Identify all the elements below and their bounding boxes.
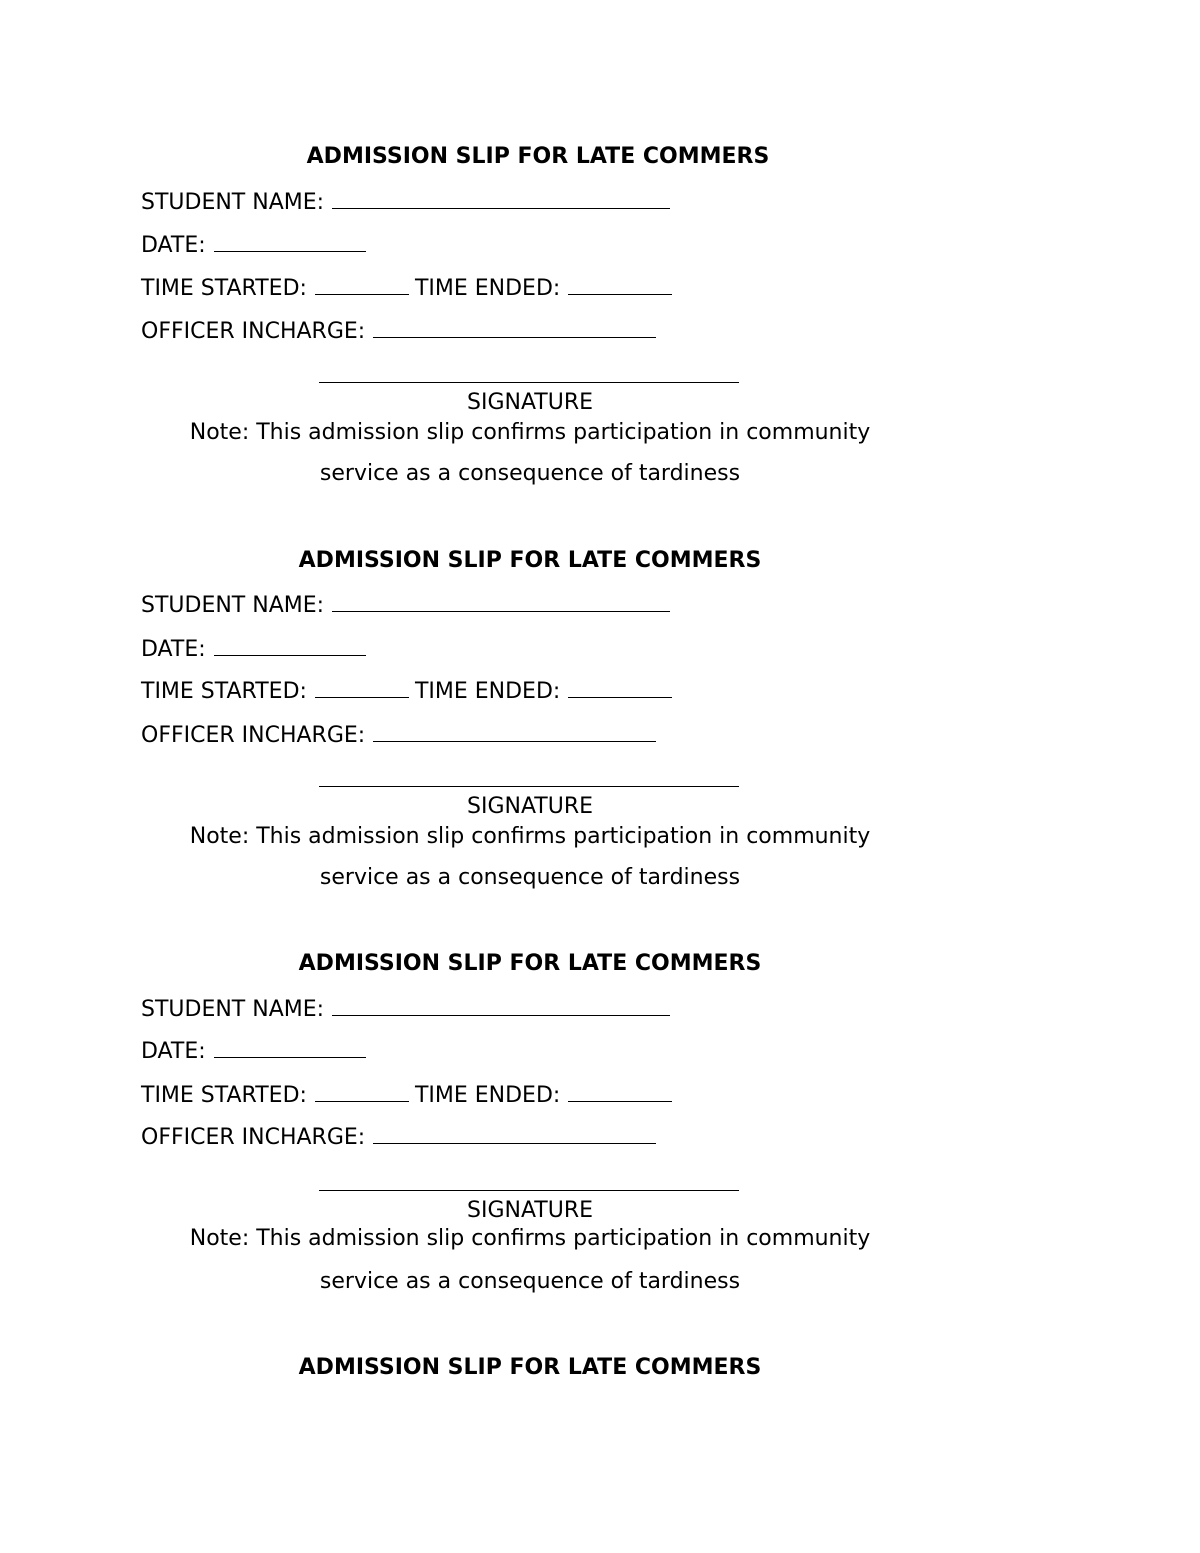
signature-line[interactable] xyxy=(319,382,739,383)
time-ended-blank[interactable] xyxy=(568,677,672,698)
time-started-label: TIME STARTED: xyxy=(141,1083,307,1108)
officer-blank[interactable] xyxy=(373,721,656,742)
date-label: DATE: xyxy=(141,233,206,258)
date-blank[interactable] xyxy=(214,635,366,656)
date-label: DATE: xyxy=(141,637,206,662)
student-name-label: STUDENT NAME: xyxy=(141,190,325,215)
slip-title: ADMISSION SLIP FOR LATE COMMERS xyxy=(298,548,762,573)
officer-label: OFFICER INCHARGE: xyxy=(141,1125,366,1150)
time-ended-blank[interactable] xyxy=(568,1081,672,1102)
note-line-1: Note: This admission slip confirms participation in community xyxy=(189,420,871,445)
note-line-2: service as a consequence of tardiness xyxy=(319,865,741,890)
note-line-2: service as a consequence of tardiness xyxy=(319,461,741,486)
student-name-blank[interactable] xyxy=(332,995,670,1016)
signature-line[interactable] xyxy=(319,786,739,787)
officer-label: OFFICER INCHARGE: xyxy=(141,319,366,344)
trailing-slip-title: ADMISSION SLIP FOR LATE COMMERS xyxy=(298,1355,762,1380)
signature-label: SIGNATURE xyxy=(466,1198,594,1223)
time-ended-label: TIME ENDED: xyxy=(414,276,561,301)
note-line-1: Note: This admission slip confirms participation in community xyxy=(189,1226,871,1251)
note-line-2: service as a consequence of tardiness xyxy=(319,1269,741,1294)
student-name-row xyxy=(141,591,676,619)
slip-title: ADMISSION SLIP FOR LATE COMMERS xyxy=(298,951,762,976)
time-started-blank[interactable] xyxy=(315,677,409,698)
date-label: DATE: xyxy=(141,1039,206,1064)
slip-title: ADMISSION SLIP FOR LATE COMMERS xyxy=(306,144,770,169)
date-blank[interactable] xyxy=(214,1037,366,1058)
time-row xyxy=(141,677,678,705)
signature-line[interactable] xyxy=(319,1190,739,1191)
time-started-label: TIME STARTED: xyxy=(141,276,307,301)
officer-blank[interactable] xyxy=(373,1123,656,1144)
date-row xyxy=(141,1037,372,1065)
time-ended-label: TIME ENDED: xyxy=(414,679,561,704)
student-name-row xyxy=(141,995,676,1023)
signature-label: SIGNATURE xyxy=(466,390,594,415)
time-started-label: TIME STARTED: xyxy=(141,679,307,704)
time-row xyxy=(141,1081,678,1109)
time-started-blank[interactable] xyxy=(315,1081,409,1102)
date-row xyxy=(141,635,372,663)
officer-label: OFFICER INCHARGE: xyxy=(141,723,366,748)
signature-label: SIGNATURE xyxy=(466,794,594,819)
student-name-label: STUDENT NAME: xyxy=(141,593,325,618)
time-ended-label: TIME ENDED: xyxy=(414,1083,561,1108)
note-line-1: Note: This admission slip confirms participation in community xyxy=(189,824,871,849)
student-name-blank[interactable] xyxy=(332,591,670,612)
student-name-label: STUDENT NAME: xyxy=(141,997,325,1022)
officer-row xyxy=(141,1123,662,1151)
officer-row xyxy=(141,721,662,749)
